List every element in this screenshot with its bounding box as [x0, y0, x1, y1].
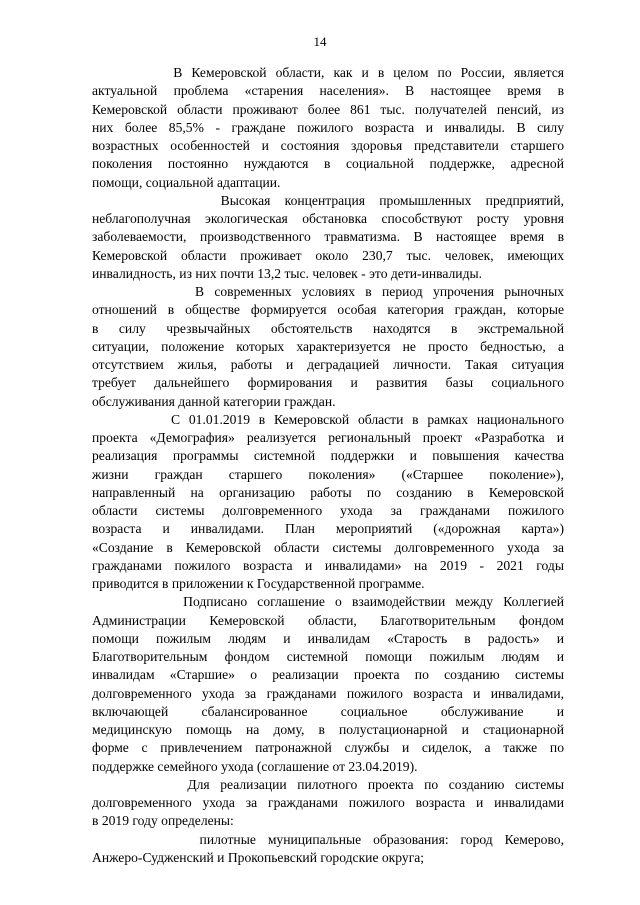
- text-line: долговременного ухода за гражданами пожилого возраста и инвалидами,: [92, 685, 564, 701]
- text-line: долговременного ухода за гражданами пожилого возраста и инвалидами: [92, 795, 564, 810]
- text-line: жизни граждан старшего поколения» («Старшее поколение»),: [92, 466, 564, 482]
- text-line: требует дальнейшего формирования и развития базы социального: [92, 375, 564, 391]
- text-line: Для реализации пилотного проекта по созданию системы: [92, 776, 564, 792]
- text-line: Администрации Кемеровской области, Благотворительным фондом: [92, 612, 564, 628]
- text-line: проекта «Демография» реализуется региональный проект «Разработка и: [92, 430, 564, 445]
- text-line: направленный на организацию работы по созданию в Кемеровской: [92, 484, 564, 500]
- text-line: неблагополучная экологическая обстановка способствуют росту уровня: [92, 211, 564, 226]
- paragraph: [92, 593, 564, 776]
- text-line: В Кемеровской области, как и в целом по России, является: [92, 65, 564, 80]
- text-line: в 2019 году определены:: [92, 813, 234, 829]
- text-line: включающей сбалансированное социальное обслуживание и: [92, 703, 564, 719]
- page-number: 14: [313, 34, 327, 49]
- text-line: обслуживания данной категории граждан.: [92, 393, 336, 409]
- text-line: гражданами пожилого возраста и инвалидами» на 2019 - 2021 годы: [92, 557, 564, 573]
- paragraph: [92, 831, 564, 868]
- text-line: В современных условиях в период упрочения рыночных: [92, 284, 564, 299]
- text-line: заболеваемости, производственного травматизма. В настоящее время в: [92, 229, 564, 245]
- text-line: отсутствием жилья, работы и деградацией личности. Такая ситуация: [92, 357, 564, 372]
- text-line: Благотворительным фондом системной помощи пожилым людям и: [92, 649, 564, 664]
- text-line: них более 85,5% - граждане пожилого возраста и инвалиды. В силу: [92, 119, 564, 135]
- text-line: помощи, социальной адаптации.: [92, 174, 281, 190]
- text-line: Подписано соглашение о взаимодействии между Коллегией: [92, 594, 564, 610]
- paragraph: [92, 776, 564, 831]
- text-line: в силу чрезвычайных обстоятельств находятся в экстремальной: [92, 320, 564, 336]
- text-line: Анжеро-Судженский и Прокопьевский городские округа;: [92, 849, 425, 865]
- text-line: пилотные муниципальные образования: город Кемерово,: [92, 831, 564, 847]
- paragraph: [92, 192, 564, 283]
- text-line: приводится в приложении к Государственной программе.: [92, 576, 425, 591]
- text-line: «Создание в Кемеровской области системы долговременного ухода за: [92, 539, 564, 555]
- text-line: инвалидам «Старшие» о реализации проекта по созданию системы: [92, 667, 564, 683]
- text-line: инвалидность, из них почти 13,2 тыс. человек - это дети-инвалиды.: [92, 265, 483, 281]
- text-line: медицинскую помощь на дому, в полустационарной и стационарной: [92, 722, 564, 737]
- text-line: области системы долговременного ухода за гражданами пожилого: [92, 503, 564, 518]
- text-line: поддержке семейного ухода (соглашение от 23.04.2019).: [92, 758, 418, 774]
- text-line: актуальной проблема «старения населения». В настоящее время в: [92, 83, 564, 99]
- text-line: Кемеровской области проживают более 861 тыс. получателей пенсий, из: [92, 101, 564, 117]
- text-line: возраста и инвалидами. План мероприятий («дорожная карта»): [92, 521, 564, 537]
- document-body: [92, 64, 564, 867]
- paragraph: [92, 283, 564, 411]
- text-line: форме с привлечением патронажной службы и сиделок, а также по: [92, 740, 564, 756]
- text-line: отношений в обществе формируется особая категория граждан, которые: [92, 302, 564, 318]
- text-line: реализация программы системной поддержки и повышения качества: [92, 448, 564, 464]
- text-line: поколения постоянно нуждаются в социальной поддержке, адресной: [92, 156, 564, 172]
- paragraph: [92, 64, 564, 192]
- paragraph: [92, 411, 564, 594]
- text-line: Кемеровской области проживает около 230,7 тыс. человек, имеющих: [92, 247, 564, 263]
- text-line: Высокая концентрация промышленных предприятий,: [92, 192, 564, 208]
- text-line: С 01.01.2019 в Кемеровской области в рамках национального: [92, 411, 564, 427]
- text-line: помощи пожилым людям и инвалидам «Старость в радость» и: [92, 630, 564, 646]
- text-line: ситуации, положение которых характеризуется не просто бедностью, а: [92, 338, 564, 354]
- text-line: возрастных особенностей и состояния здоровья представители старшего: [92, 138, 564, 153]
